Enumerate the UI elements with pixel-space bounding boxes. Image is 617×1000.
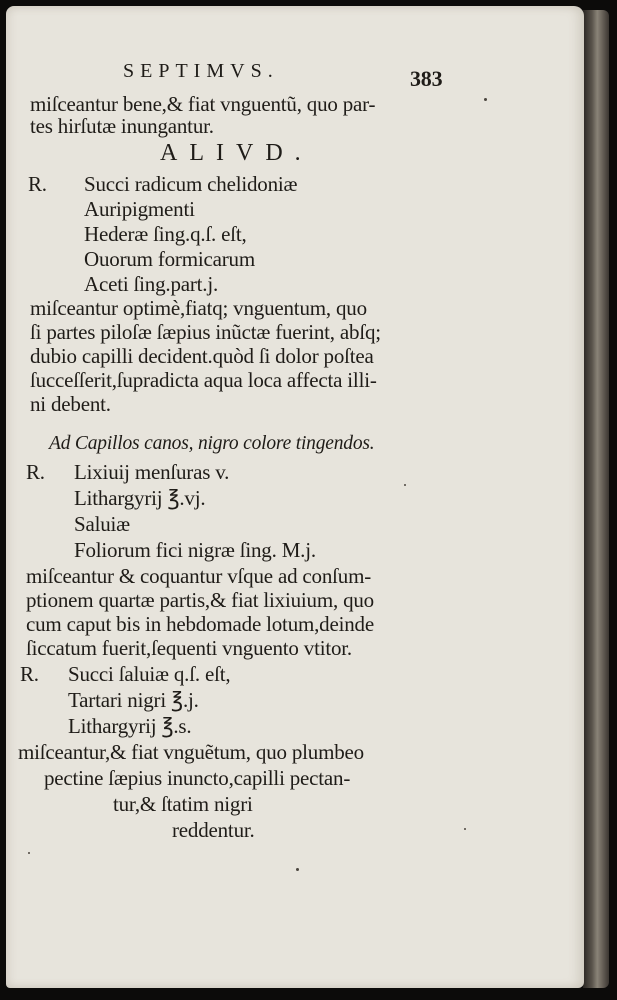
ingredient-line: Aceti ſing.part.j. bbox=[84, 272, 219, 296]
text-line: miſceantur,& fiat vnguẽtum, quo plumbeo bbox=[18, 740, 364, 764]
text-line: dubio capilli decident.quòd ſi dolor poſtea bbox=[30, 344, 374, 368]
text-line: ptionem quartæ partis,& fiat lixiuium, quo bbox=[26, 588, 374, 612]
ingredient-line: Ouorum formicarum bbox=[84, 247, 255, 271]
ingredient-line: Succi ſaluiæ q.ſ. eſt, bbox=[68, 662, 231, 686]
text-line: tur,& ſtatim nigri bbox=[113, 792, 253, 816]
ink-speck bbox=[28, 852, 30, 854]
text-line: miſceantur bene,& fiat vnguentũ, quo par- bbox=[30, 92, 376, 116]
ingredient-line: Auripigmenti bbox=[84, 197, 195, 221]
recipe-marker: R. bbox=[26, 460, 45, 484]
page-number: 383 bbox=[410, 66, 443, 91]
ingredient-line: Saluiæ bbox=[74, 512, 130, 536]
ingredient-line: Tartari nigri ℥.j. bbox=[68, 688, 199, 712]
section-heading: Ad Capillos canos, nigro colore tingendos. bbox=[49, 433, 375, 454]
text-line: ſi partes piloſæ ſæpius inũctæ fuerint, abſq; bbox=[30, 320, 381, 344]
ingredient-line: Lithargyrij ℥.vj. bbox=[74, 486, 206, 510]
text-line: pectine ſæpius inuncto,capilli pectan- bbox=[44, 766, 351, 790]
book-edge bbox=[583, 10, 609, 988]
text-line: reddentur. bbox=[172, 818, 255, 842]
ink-speck bbox=[404, 484, 406, 486]
heading-aliud: ALIVD. bbox=[160, 140, 313, 166]
running-title: SEPTIMVS. bbox=[123, 60, 279, 82]
recipe-marker: R. bbox=[20, 662, 39, 686]
ingredient-line: Lixiuij menſuras v. bbox=[74, 460, 230, 484]
text-line: ſucceſſerit,ſupradicta aqua loca affecta illi- bbox=[30, 368, 377, 392]
text-line: miſceantur & coquantur vſque ad conſum- bbox=[26, 564, 372, 588]
ingredient-line: Succi radicum chelidoniæ bbox=[84, 172, 298, 196]
text-line: tes hirſutæ inungantur. bbox=[30, 114, 214, 138]
ink-speck bbox=[464, 828, 466, 830]
ink-speck bbox=[296, 868, 299, 871]
ingredient-line: Foliorum fici nigræ ſing. M.j. bbox=[74, 538, 316, 562]
text-line: miſceantur optimè,fiatq; vnguentum, quo bbox=[30, 296, 367, 320]
text-line: cum caput bis in hebdomade lotum,deinde bbox=[26, 612, 374, 636]
text-line: ſiccatum fuerit,ſequenti vnguento vtitor. bbox=[26, 636, 352, 660]
book-page bbox=[6, 6, 584, 988]
ink-speck bbox=[484, 98, 487, 101]
ingredient-line: Hederæ ſing.q.ſ. eſt, bbox=[84, 222, 247, 246]
ingredient-line: Lithargyrij ℥.s. bbox=[68, 714, 192, 738]
text-line: ni debent. bbox=[30, 392, 111, 416]
recipe-marker: R. bbox=[28, 172, 47, 196]
